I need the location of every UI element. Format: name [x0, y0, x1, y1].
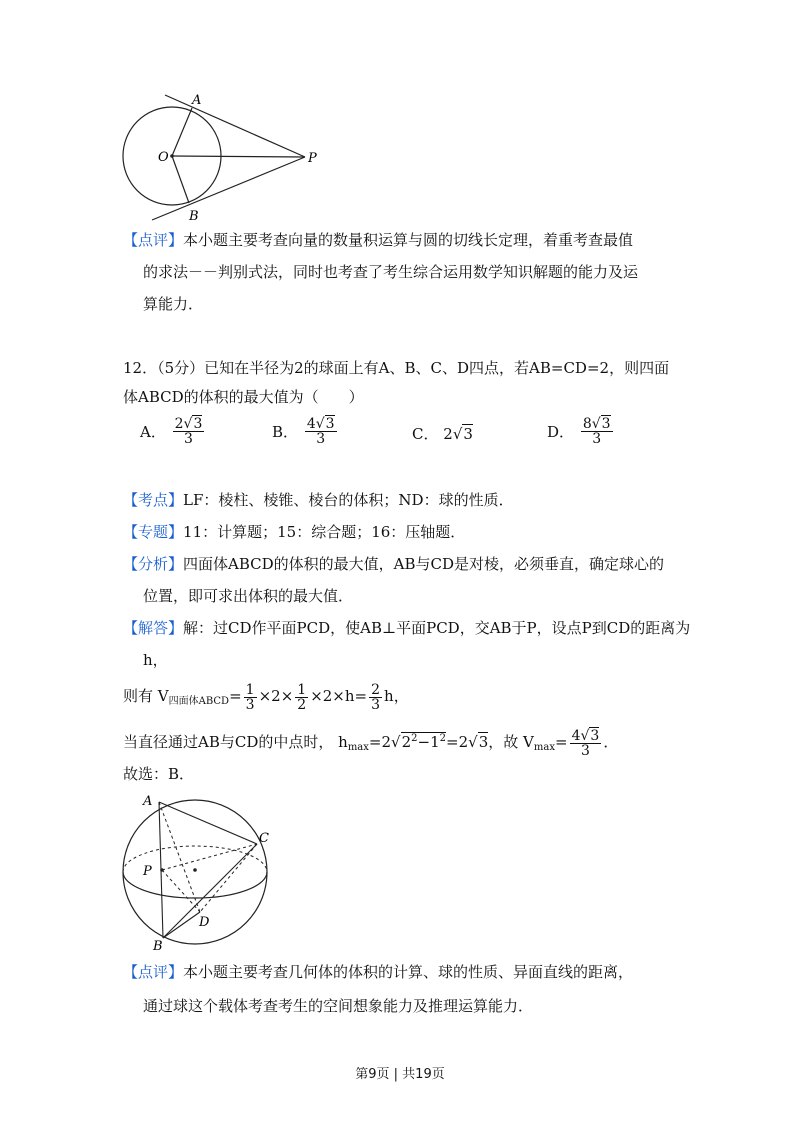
comment1-tag: 【点评】: [123, 231, 184, 249]
label-d: D: [199, 915, 210, 930]
zhuanti-tag: 【专题】: [123, 523, 184, 541]
jieda-line2: h，: [143, 651, 168, 669]
segment-ob: [172, 156, 189, 203]
kaodian-line: 【考点】LF：棱柱、棱锥、棱台的体积；ND：球的性质．: [123, 491, 514, 509]
figure-sphere-tetrahedron: [115, 792, 280, 952]
option-c: C． 2√3: [412, 425, 473, 443]
formula-volume: 则有 $V_{四面体ABCD}=$ $\frac{1}{3}$ ×2× $\frac{1}{2}$ ×2×h= $\frac{2}{3}$ h，: [123, 681, 409, 713]
zhuanti-line: 【专题】11：计算题；15：综合题；16：压轴题．: [123, 523, 466, 541]
tangent-line-upper: [165, 95, 305, 157]
label-b: B: [189, 209, 199, 224]
comment2-line2: 通过球这个载体考查考生的空间想象能力及推理运算能力．: [143, 997, 534, 1015]
segment-op: [172, 156, 305, 157]
point-p: [160, 868, 164, 872]
segment-oa: [172, 108, 192, 156]
figure-circle-tangents: [110, 90, 340, 225]
comment2-tag: 【点评】: [123, 963, 184, 981]
comment1-line3: 算能力．: [143, 295, 204, 313]
comment2-line1: 【点评】本小题主要考查几何体的体积的计算、球的性质、异面直线的距离，: [123, 963, 634, 981]
tangent-line-lower: [152, 157, 305, 220]
jieda-choice: 故选：B．: [123, 765, 195, 783]
fenxi-tag: 【分析】: [123, 555, 184, 573]
formula-max: 当直径通过AB与CD的中点时， $h_{max}=2√2^2-1^2=2√3$，故 $V_{max}=$ $\frac{4√3}{3}$ ．: [123, 727, 619, 759]
page-footer: 第9页 | 共19页: [355, 1067, 445, 1082]
label-a: A: [143, 794, 153, 809]
edge-cd: [200, 844, 257, 912]
label-p: P: [143, 864, 152, 879]
label-c: C: [259, 831, 269, 846]
question-line1: 12．（5分）已知在半径为2的球面上有A、B、C、D四点，若AB=CD=2，则四面: [123, 359, 670, 377]
comment1-line2: 的求法－－判别式法，同时也考查了考生综合运用数学知识解题的能力及运: [143, 263, 639, 281]
jieda-line1: 【解答】解：过CD作平面PCD，使AB⊥平面PCD，交AB于P，设点P到CD的距离为: [123, 619, 691, 637]
option-a: A． $\frac{2√3}{3}$: [140, 416, 203, 447]
question-line2: 体ABCD的体积的最大值为（ ）: [123, 388, 364, 406]
point-center: [193, 868, 197, 872]
comment1-line1: 【点评】本小题主要考查向量的数量积运算与圆的切线长定理，着重考查最值: [123, 231, 634, 249]
label-o: O: [158, 150, 169, 165]
fenxi-line2: 位置，即可求出体积的最大值．: [143, 587, 354, 605]
jieda-tag: 【解答】: [123, 619, 184, 637]
fenxi-line1: 【分析】四面体ABCD的体积的最大值，AB与CD是对棱，必须垂直，确定球心的: [123, 555, 665, 573]
label-p: P: [308, 151, 317, 166]
edge-bd: [163, 912, 200, 938]
option-d: D． $\frac{8√3}{3}$: [547, 416, 611, 447]
label-a: A: [192, 93, 202, 108]
point-o: [170, 154, 174, 158]
segment-pd: [162, 870, 200, 912]
label-b: B: [153, 939, 163, 952]
kaodian-tag: 【考点】: [123, 491, 184, 509]
edge-ac: [159, 802, 257, 844]
option-b: B． $\frac{4√3}{3}$: [272, 416, 335, 447]
